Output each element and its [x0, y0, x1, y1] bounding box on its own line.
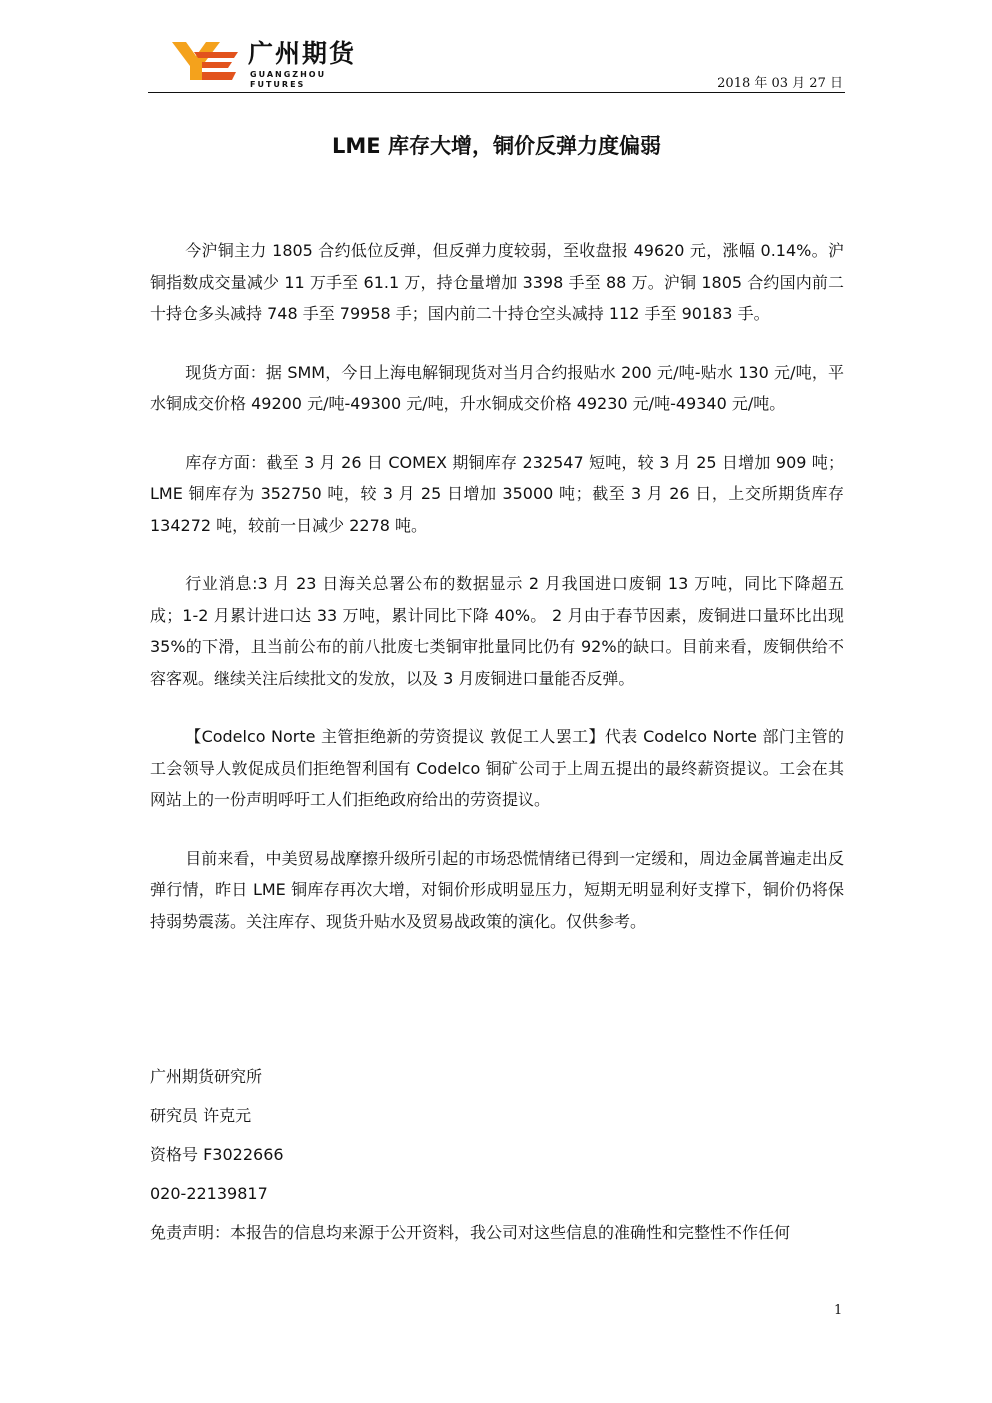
- paragraph-outlook: 目前来看，中美贸易战摩擦升级所引起的市场恐慌情绪已得到一定缓和，周边金属普遍走出反弹行情，昨日 LME 铜库存再次大增，对铜价形成明显压力，短期无明显利好支撑下，铜价仍将保持弱势震荡。关注库存、现货升贴水及贸易战政策的演化。仅供参考。: [150, 848, 844, 931]
- report-date: 2018 年 03 月 27 日: [717, 76, 843, 91]
- signoff-block: [150, 1064, 844, 1259]
- logo-chinese-name: 广州期货: [248, 39, 357, 68]
- logo-english-name: GUANGZHOU FUTURES: [250, 70, 327, 89]
- paragraph-industry-news: 行业消息:3 月 23 日海关总署公布的数据显示 2 月我国进口废铜 13 万吨，同比下降超五成；1-2 月累计进口达 33 万吨，累计同比下降 40%。 2 月由于春节因素，废铜进口量环比出现 35%的下滑，且当前公布的前八批废七类铜审批量同比仍有 92%的缺口。目前来看，废铜供给不容客观。继续关注后续批文的发放，以及 3 月废铜进口量能否反弹。: [150, 574, 844, 688]
- header-divider: [148, 92, 845, 93]
- report-body: [150, 235, 844, 964]
- page-number: 1: [834, 1303, 843, 1318]
- page-header: [148, 30, 845, 94]
- paragraph-market-summary: 今沪铜主力 1805 合约低位反弹，但反弹力度较弱，至收盘报 49620 元，涨幅 0.14%。沪铜指数成交量减少 11 万手至 61.1 万，持仓量增加 3398 手至 88 万。沪铜 1805 合约国内前二十持仓多头减持 748 手至 79958 手；国内前二十持仓空头减持 112 手至 90183 手。: [150, 241, 844, 323]
- license-number: 资格号 F3022666: [150, 1145, 284, 1164]
- paragraph-inventory: 库存方面：截至 3 月 26 日 COMEX 期铜库存 232547 短吨，较 3 月 25 日增加 909 吨；LME 铜库存为 352750 吨，较 3 月 25 日增加 35000 吨；截至 3 月 26 日，上交所期货库存 134272 吨，较前一日减少 2278 吨。: [150, 452, 844, 535]
- company-logo: [172, 38, 372, 89]
- disclaimer-text: 免责声明：本报告的信息均来源于公开资料，我公司对这些信息的准确性和完整性不作任何: [150, 1223, 791, 1242]
- guangzhou-futures-logo-icon: [172, 40, 238, 82]
- phone-number: 020-22139817: [150, 1184, 268, 1203]
- researcher-name: 研究员 许克元: [150, 1106, 252, 1125]
- report-title: LME 库存大增，铜价反弹力度偏弱: [332, 134, 661, 158]
- paragraph-spot-market: 现货方面：据 SMM，今日上海电解铜现货对当月合约报贴水 200 元/吨-贴水 130 元/吨，平水铜成交价格 49200 元/吨-49300 元/吨，升水铜成交价格 49230 元/吨-49340 元/吨。: [150, 362, 844, 413]
- institute-name: 广州期货研究所: [150, 1067, 263, 1086]
- paragraph-codelco-news: 【Codelco Norte 主管拒绝新的劳资提议 敦促工人罢工】代表 Codelco Norte 部门主管的工会领导人敦促成员们拒绝智利国有 Codelco 铜矿公司于上周五提出的最终薪资提议。工会在其网站上的一份声明呼吁工人们拒绝政府给出的劳资提议。: [150, 727, 844, 809]
